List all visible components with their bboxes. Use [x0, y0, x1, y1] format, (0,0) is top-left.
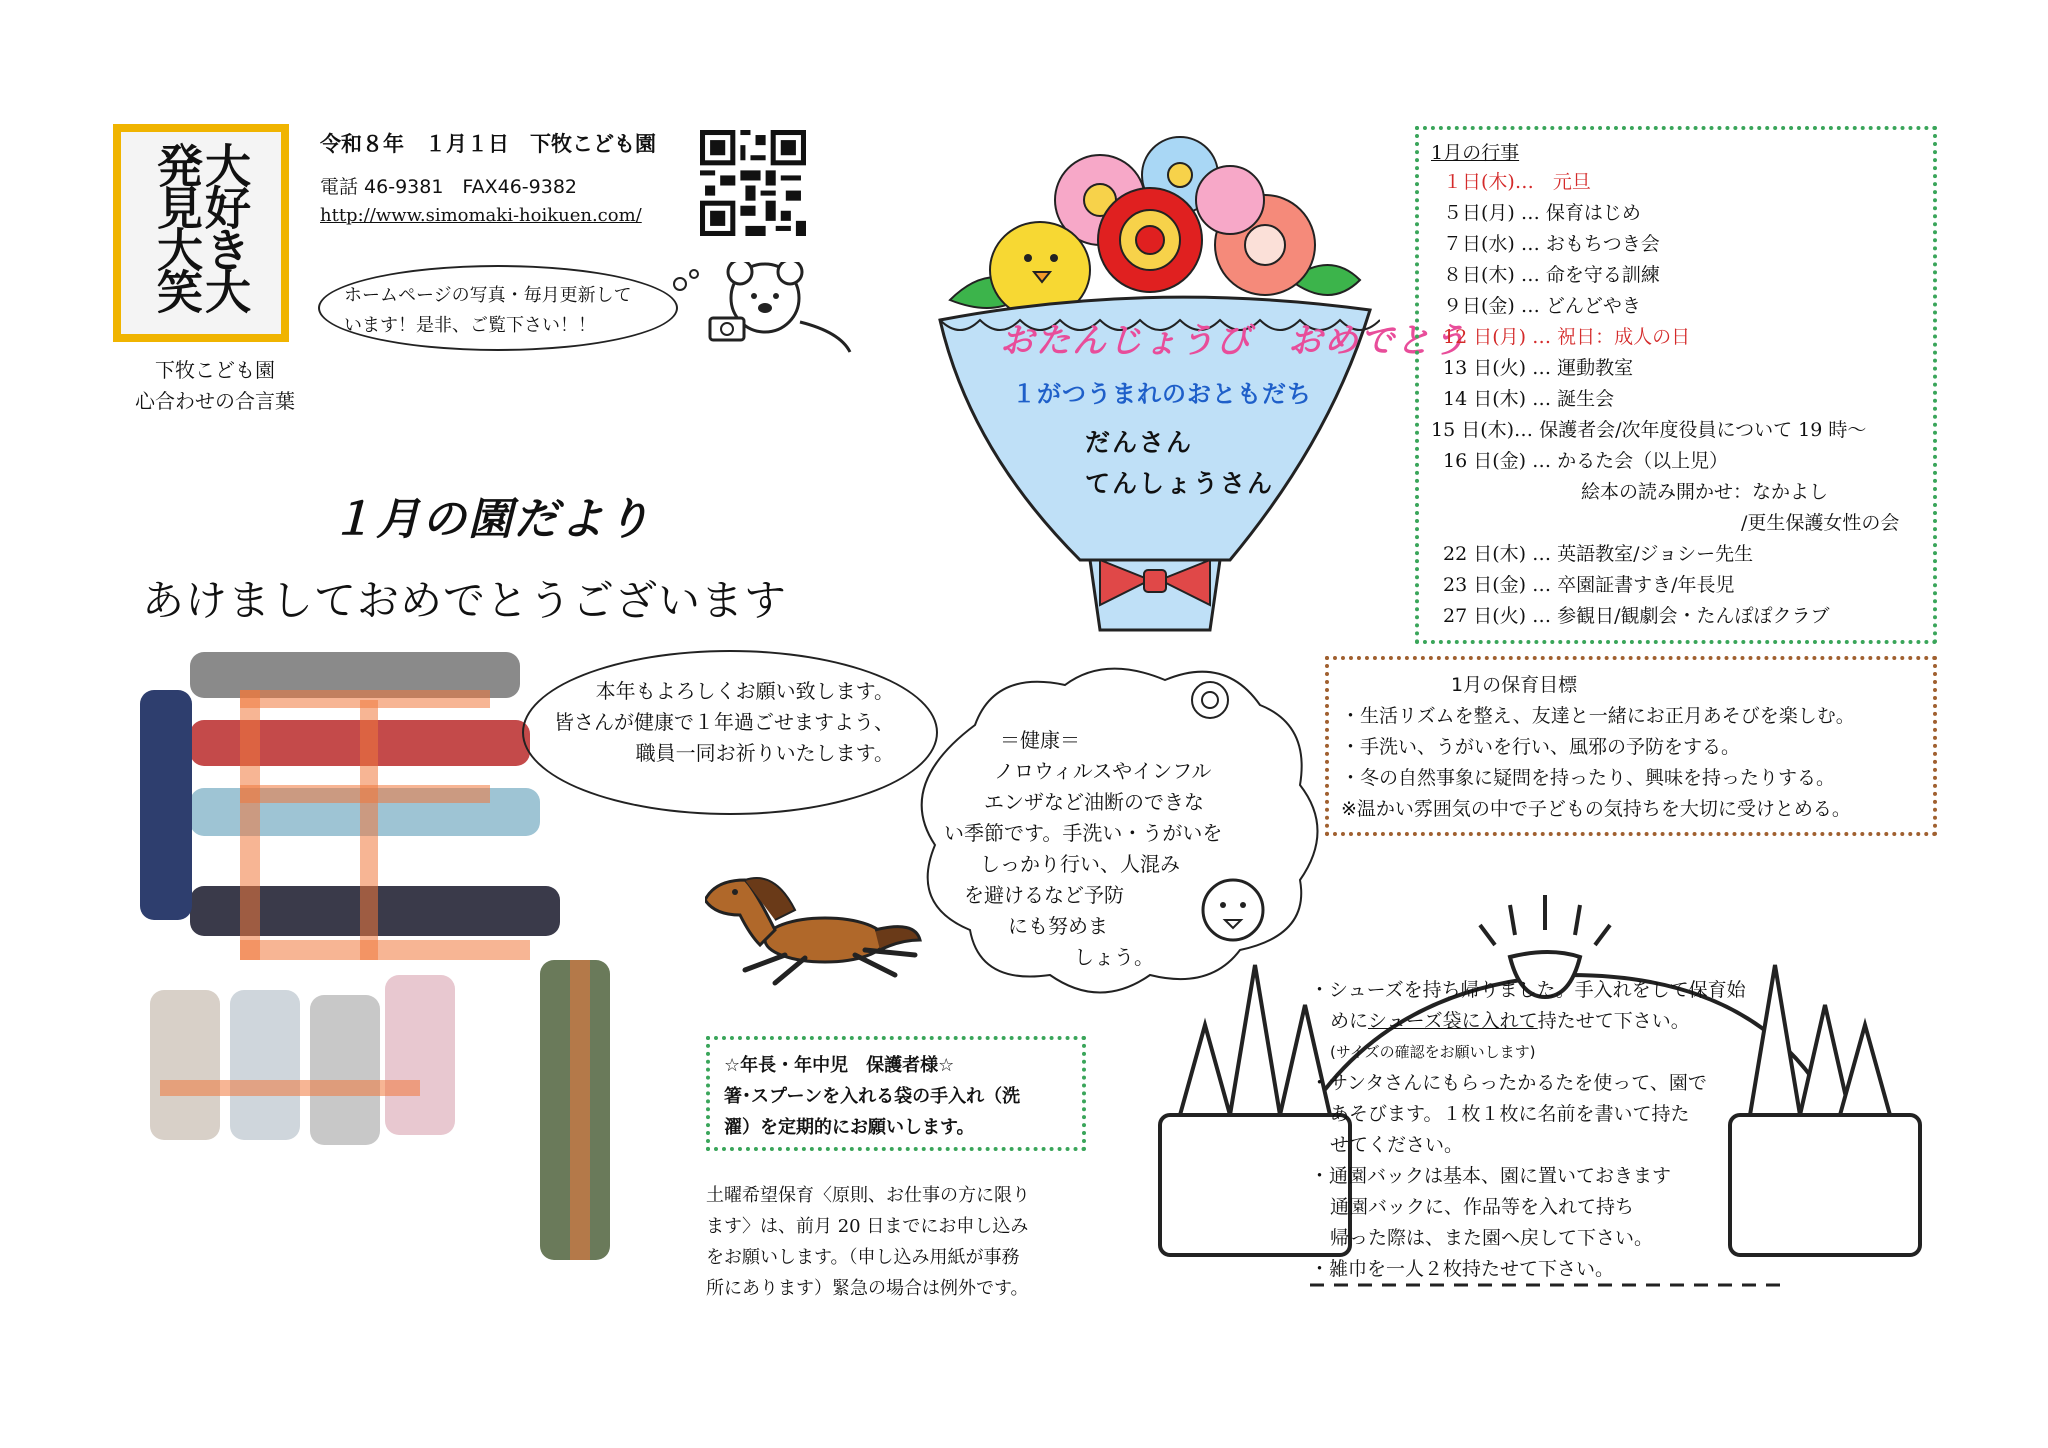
- note-line: ・雑巾を一人２枚持たせて下さい。: [1310, 1258, 1615, 1280]
- newsletter-title: １月の園だより: [330, 494, 652, 545]
- health-title: ＝健康＝: [1000, 728, 1080, 752]
- bear-with-camera-illustration: [670, 262, 860, 360]
- goals-title: 1月の保育目標: [1451, 674, 1578, 696]
- parent-notice-box: [706, 1036, 1086, 1151]
- notice-heading: ☆年長・年中児 保護者様☆: [724, 1055, 955, 1076]
- logo-caption-school: 下牧こども園: [155, 358, 275, 382]
- greeting-line: 皆さんが健康で１年過ごせますよう、: [554, 710, 894, 734]
- note-line: 通園バックに、作品等を入れて持ち: [1330, 1196, 1635, 1218]
- childcare-goals-box: [1325, 656, 1937, 836]
- notice-line: 濯）を定期的にお願いします。: [724, 1117, 975, 1138]
- event-row: ７日(水) … おもちつき会: [1443, 233, 1660, 255]
- event-detail: /更生保護女性の会: [1741, 512, 1900, 534]
- event-row: 22 日(木) … 英語教室/ジョシー先生: [1443, 543, 1754, 565]
- notes-for-parents: [1310, 975, 1830, 1285]
- homepage-note-line1: ホームページの写真・毎月更新して: [344, 285, 632, 306]
- greeting-line: 本年もよろしくお願い致します。: [595, 679, 894, 703]
- horse-illustration: [705, 870, 925, 990]
- homepage-speech-bubble: [318, 265, 678, 351]
- goal-item: ・手洗い、うがいを行い、風邪の予防をする。: [1341, 736, 1741, 758]
- note-line: 帰った際は、また園へ戻して下さい。: [1330, 1227, 1654, 1249]
- logo-caption-motto: 心合わせの合言葉: [135, 389, 295, 413]
- health-line: にも努めま: [1008, 914, 1108, 938]
- saturday-line: ます〉は、前月 20 日までにお申し込み: [706, 1216, 1029, 1237]
- header-tel: 電話 46-9381 FAX46-9382: [320, 176, 578, 198]
- health-line: い季節です。手洗い・うがいを: [944, 821, 1223, 845]
- greeting-line: 職員一同お祈りいたします。: [635, 741, 894, 765]
- goal-item: ・冬の自然事象に疑問を持ったり、興味を持ったりする。: [1341, 767, 1836, 789]
- health-line: を避けるなど予防: [964, 883, 1124, 907]
- note-text: めに: [1330, 1010, 1369, 1032]
- notice-line: 箸･スプーンを入れる袋の手入れ（洗: [724, 1086, 1021, 1107]
- event-detail: 絵本の読み開かせ：なかよし: [1581, 481, 1829, 503]
- saturday-line: 土曜希望保育〈原則、お仕事の方に限り: [706, 1185, 1030, 1206]
- note-line: ・シューズを持ち帰りました。手入れをして保育始: [1310, 979, 1746, 1001]
- event-row: ８日(木) … 命を守る訓練: [1443, 264, 1660, 286]
- event-row: 16 日(金) … かるた会（以上児）: [1443, 450, 1729, 472]
- new-year-greeting: あけましておめでとうございます: [142, 576, 788, 625]
- health-line: しっかり行い、人混み: [980, 852, 1180, 876]
- saturday-care-note: [706, 1180, 1100, 1304]
- event-row: 14 日(木) … 誕生会: [1443, 388, 1615, 410]
- logo-caption: [95, 355, 335, 417]
- event-row: １日(木)… 元旦: [1443, 171, 1591, 193]
- note-line: ・サンタさんにもらったかるたを使って、園で: [1310, 1072, 1707, 1094]
- note-line: (サイズの確認をお願いします): [1330, 1043, 1536, 1061]
- note-line: [1310, 1006, 1830, 1037]
- january-birthdays-label: １がつうまれのおともだち: [1012, 380, 1312, 408]
- note-line: あそびます。１枚１枚に名前を書いて持た: [1330, 1103, 1690, 1125]
- health-line: しょう。: [1074, 945, 1154, 969]
- header-date: 令和８年 １月１日 下牧こども園: [320, 132, 656, 156]
- event-row: 15 日(木)… 保護者会/次年度役員について 19 時～: [1431, 419, 1867, 441]
- note-line: ・通園バックは基本、園に置いておきます: [1310, 1165, 1672, 1187]
- health-line: エンザなど油断のできな: [984, 790, 1204, 814]
- events-title: 1月の行事: [1431, 142, 1520, 164]
- saturday-line: をお願いします。（申し込み用紙が事務: [706, 1247, 1020, 1268]
- birthday-heading: おたんじょうび おめでとう: [1000, 321, 1468, 361]
- note-underlined: シューズ袋に入れて: [1368, 1010, 1538, 1032]
- birthday-child-name: てんしょうさん: [1085, 469, 1275, 498]
- event-row: 23 日(金) … 卒園証書すき/年長児: [1443, 574, 1735, 596]
- qr-code-icon[interactable]: [700, 130, 806, 236]
- goal-item: ・生活リズムを整え、友達と一緒にお正月あそびを楽しむ。: [1341, 705, 1855, 727]
- event-row: 12 日(月) … 祝日：成人の日: [1443, 326, 1691, 348]
- logo-calligraphy: 大好き大発見大笑: [150, 142, 252, 310]
- homepage-note-line2: います！是非、ご覧下さい！！: [344, 315, 596, 336]
- website-link[interactable]: http://www.simomaki-hoikuen.com/: [320, 205, 642, 226]
- note-text: 持たせて下さい。: [1537, 1010, 1690, 1032]
- school-logo: [113, 124, 289, 342]
- event-row: ５日(月) … 保育はじめ: [1443, 202, 1641, 224]
- event-row: 27 日(火) … 参観日/観劇会・たんぽぽクラブ: [1443, 605, 1830, 627]
- birthday-child-name: だんさん: [1085, 428, 1194, 457]
- goal-item: ※温かい雰囲気の中で子どもの気持ちを大切に受けとめる。: [1341, 798, 1851, 820]
- health-line: ノロウィルスやインフル: [994, 759, 1212, 783]
- note-line: せてください。: [1330, 1134, 1464, 1156]
- january-events-box: [1415, 126, 1937, 644]
- event-row: ９日(金) … どんどやき: [1443, 295, 1641, 317]
- greeting-speech-bubble: [522, 650, 938, 815]
- event-row: 13 日(火) … 運動教室: [1443, 357, 1634, 379]
- saturday-line: 所にあります）緊急の場合は例外です。: [706, 1278, 1029, 1299]
